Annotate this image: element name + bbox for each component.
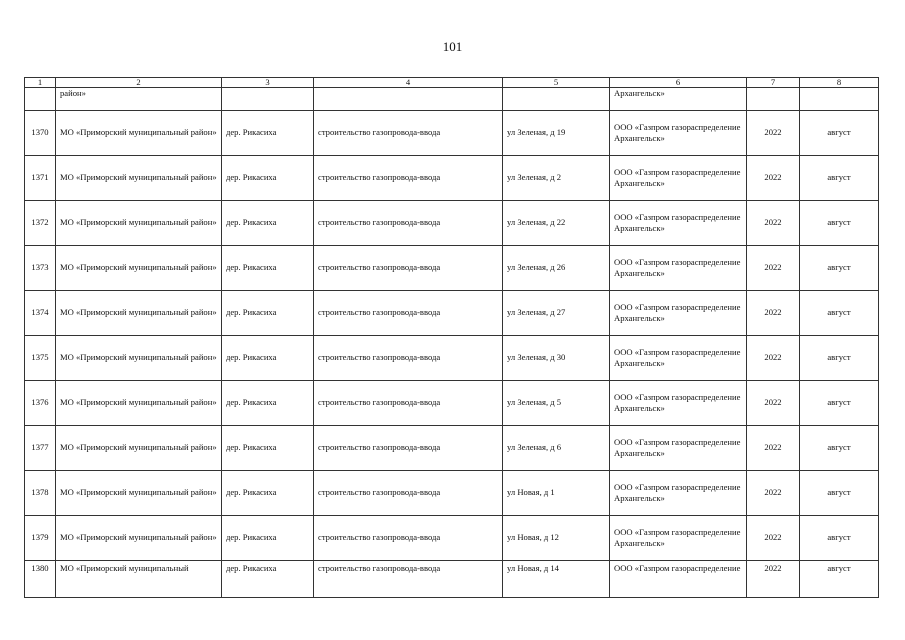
year-cell: 2022 (747, 156, 800, 201)
operator-cell: ООО «Газпром газораспределение Архангельск» (610, 426, 747, 471)
column-header: 1 (25, 78, 56, 88)
address-cell: ул Зеленая, д 2 (503, 156, 610, 201)
work-cell: строительство газопровода-ввода (314, 246, 503, 291)
schedule-table (24, 77, 879, 598)
row-number-cell: 1380 (25, 561, 56, 598)
work-cell: строительство газопровода-ввода (314, 291, 503, 336)
row-number-cell: 1372 (25, 201, 56, 246)
work-cell: строительство газопровода-ввода (314, 381, 503, 426)
year-cell (747, 88, 800, 111)
table-row (25, 291, 879, 336)
table-row (25, 246, 879, 291)
column-header: 7 (747, 78, 800, 88)
settlement-cell: дер. Рикасиха (222, 336, 314, 381)
row-number-cell: 1374 (25, 291, 56, 336)
settlement-cell: дер. Рикасиха (222, 201, 314, 246)
operator-cell: ООО «Газпром газораспределение Архангельск» (610, 291, 747, 336)
work-cell: строительство газопровода-ввода (314, 516, 503, 561)
column-header: 4 (314, 78, 503, 88)
work-cell: строительство газопровода-ввода (314, 471, 503, 516)
year-cell: 2022 (747, 561, 800, 598)
work-cell: строительство газопровода-ввода (314, 111, 503, 156)
settlement-cell: дер. Рикасиха (222, 111, 314, 156)
work-cell: строительство газопровода-ввода (314, 561, 503, 598)
settlement-cell: дер. Рикасиха (222, 291, 314, 336)
month-cell: август (800, 246, 879, 291)
row-number-cell: 1377 (25, 426, 56, 471)
municipality-cell: район» (56, 88, 222, 111)
municipality-cell: МО «Приморский муниципальный район» (56, 111, 222, 156)
settlement-cell: дер. Рикасиха (222, 246, 314, 291)
address-cell: ул Новая, д 14 (503, 561, 610, 598)
table-row (25, 516, 879, 561)
municipality-cell: МО «Приморский муниципальный район» (56, 516, 222, 561)
row-number-cell: 1376 (25, 381, 56, 426)
column-header: 2 (56, 78, 222, 88)
operator-cell: ООО «Газпром газораспределение Архангельск» (610, 201, 747, 246)
month-cell (800, 88, 879, 111)
month-cell: август (800, 111, 879, 156)
month-cell: август (800, 201, 879, 246)
operator-cell: ООО «Газпром газораспределение Архангельск» (610, 156, 747, 201)
municipality-cell: МО «Приморский муниципальный район» (56, 246, 222, 291)
work-cell: строительство газопровода-ввода (314, 201, 503, 246)
operator-cell: ООО «Газпром газораспределение Архангельск» (610, 381, 747, 426)
settlement-cell: дер. Рикасиха (222, 471, 314, 516)
address-cell: ул Зеленая, д 30 (503, 336, 610, 381)
operator-cell: ООО «Газпром газораспределение Архангельск» (610, 336, 747, 381)
column-header: 6 (610, 78, 747, 88)
month-cell: август (800, 381, 879, 426)
settlement-cell: дер. Рикасиха (222, 381, 314, 426)
table-row (25, 381, 879, 426)
address-cell (503, 88, 610, 111)
municipality-cell: МО «Приморский муниципальный район» (56, 426, 222, 471)
column-header: 5 (503, 78, 610, 88)
row-number-cell: 1379 (25, 516, 56, 561)
year-cell: 2022 (747, 381, 800, 426)
year-cell: 2022 (747, 201, 800, 246)
table-row (25, 111, 879, 156)
settlement-cell: дер. Рикасиха (222, 426, 314, 471)
address-cell: ул Новая, д 12 (503, 516, 610, 561)
month-cell: август (800, 291, 879, 336)
municipality-cell: МО «Приморский муниципальный (56, 561, 222, 598)
column-header: 8 (800, 78, 879, 88)
municipality-cell: МО «Приморский муниципальный район» (56, 156, 222, 201)
municipality-cell: МО «Приморский муниципальный район» (56, 471, 222, 516)
work-cell: строительство газопровода-ввода (314, 156, 503, 201)
month-cell: август (800, 336, 879, 381)
month-cell: август (800, 561, 879, 598)
municipality-cell: МО «Приморский муниципальный район» (56, 291, 222, 336)
address-cell: ул Зеленая, д 27 (503, 291, 610, 336)
row-number-cell: 1375 (25, 336, 56, 381)
continuation-row (25, 88, 879, 111)
table-row (25, 426, 879, 471)
work-cell: строительство газопровода-ввода (314, 426, 503, 471)
year-cell: 2022 (747, 111, 800, 156)
header-row (25, 78, 879, 88)
operator-cell: ООО «Газпром газораспределение Архангельск» (610, 246, 747, 291)
address-cell: ул Зеленая, д 19 (503, 111, 610, 156)
year-cell: 2022 (747, 291, 800, 336)
municipality-cell: МО «Приморский муниципальный район» (56, 201, 222, 246)
column-header: 3 (222, 78, 314, 88)
table-row (25, 561, 879, 598)
address-cell: ул Новая, д 1 (503, 471, 610, 516)
table-row (25, 471, 879, 516)
month-cell: август (800, 516, 879, 561)
operator-cell: ООО «Газпром газораспределение Архангельск» (610, 471, 747, 516)
month-cell: август (800, 426, 879, 471)
operator-cell: Архангельск» (610, 88, 747, 111)
page-number: 101 (442, 39, 463, 54)
settlement-cell: дер. Рикасиха (222, 516, 314, 561)
municipality-cell: МО «Приморский муниципальный район» (56, 381, 222, 426)
address-cell: ул Зеленая, д 5 (503, 381, 610, 426)
row-number-cell: 1373 (25, 246, 56, 291)
month-cell: август (800, 471, 879, 516)
operator-cell: ООО «Газпром газораспределение Архангельск» (610, 111, 747, 156)
month-cell: август (800, 156, 879, 201)
settlement-cell (222, 88, 314, 111)
row-number-cell: 1370 (25, 111, 56, 156)
municipality-cell: МО «Приморский муниципальный район» (56, 336, 222, 381)
operator-cell: ООО «Газпром газораспределение Архангельск» (610, 516, 747, 561)
row-number-cell: 1378 (25, 471, 56, 516)
settlement-cell: дер. Рикасиха (222, 156, 314, 201)
year-cell: 2022 (747, 426, 800, 471)
work-cell: строительство газопровода-ввода (314, 336, 503, 381)
year-cell: 2022 (747, 246, 800, 291)
address-cell: ул Зеленая, д 26 (503, 246, 610, 291)
work-cell (314, 88, 503, 111)
row-number-cell (25, 88, 56, 111)
table-row (25, 201, 879, 246)
operator-cell: ООО «Газпром газораспределение (610, 561, 747, 598)
year-cell: 2022 (747, 471, 800, 516)
address-cell: ул Зеленая, д 22 (503, 201, 610, 246)
table-row (25, 156, 879, 201)
settlement-cell: дер. Рикасиха (222, 561, 314, 598)
row-number-cell: 1371 (25, 156, 56, 201)
table-row (25, 336, 879, 381)
address-cell: ул Зеленая, д 6 (503, 426, 610, 471)
year-cell: 2022 (747, 516, 800, 561)
year-cell: 2022 (747, 336, 800, 381)
